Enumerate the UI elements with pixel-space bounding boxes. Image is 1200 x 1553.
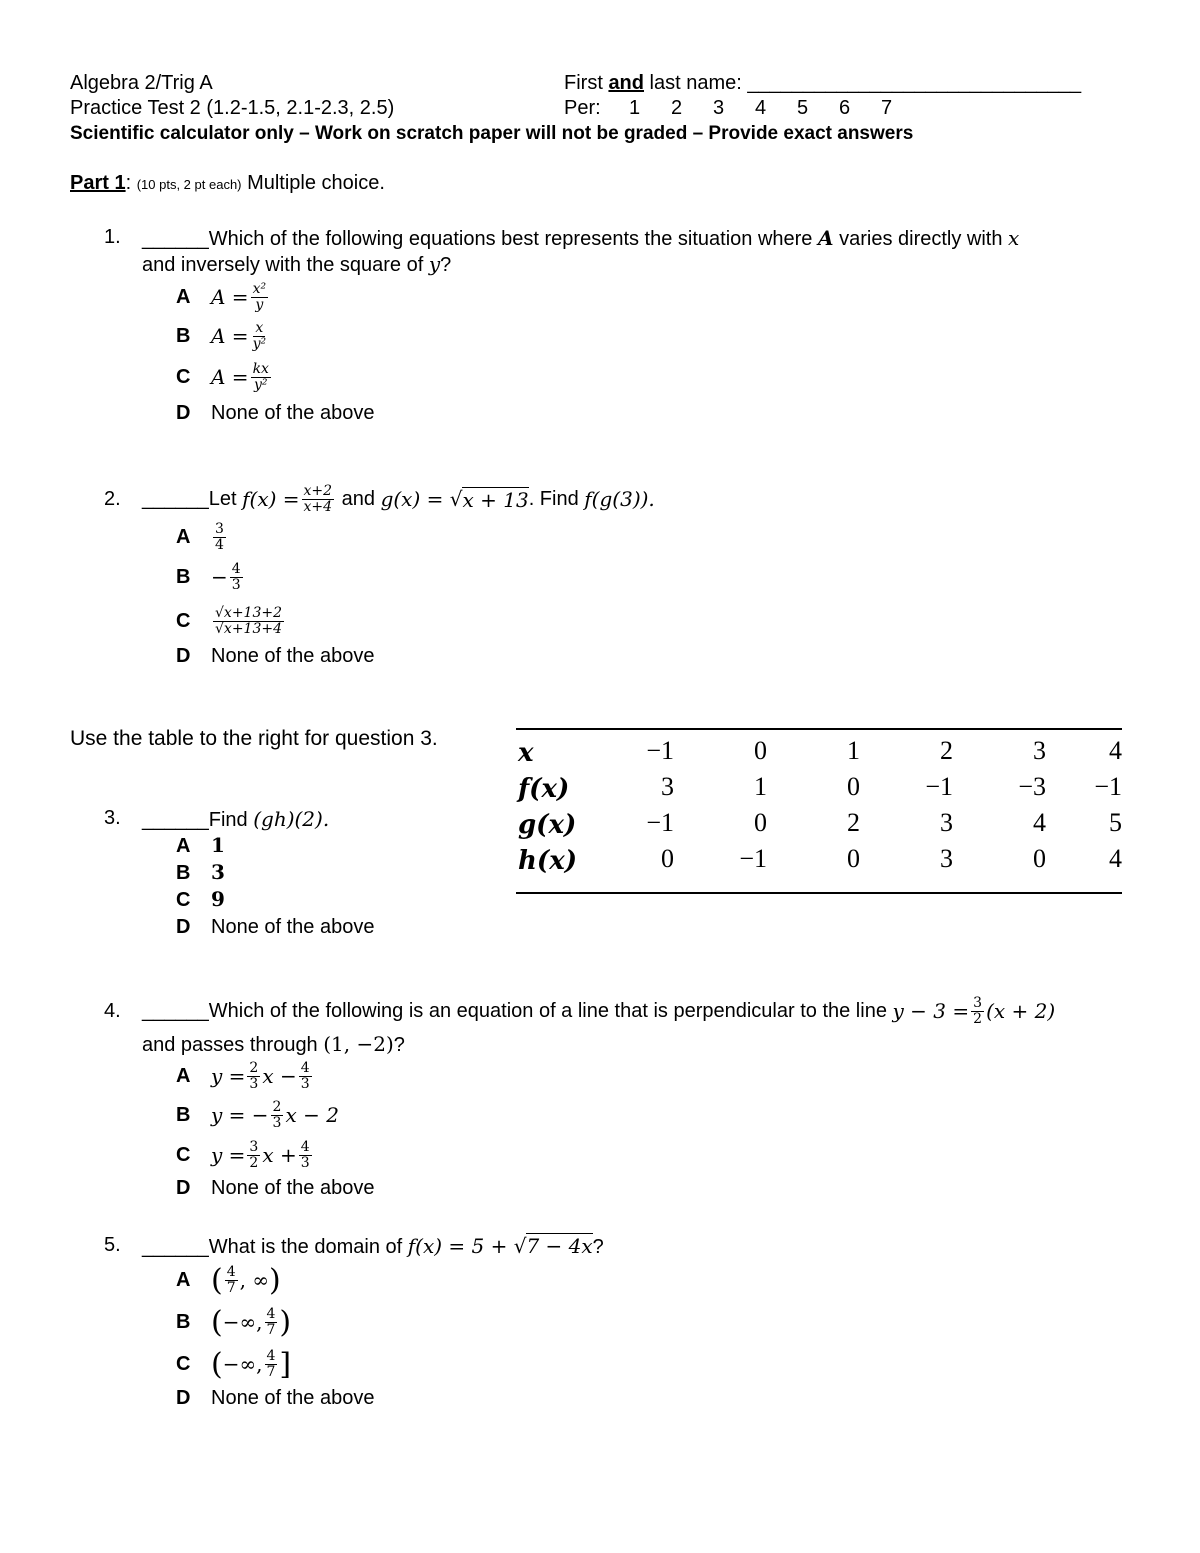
table-cell: 0 <box>754 808 767 837</box>
choice-letter: D <box>176 1387 191 1409</box>
q1b-num: x <box>255 319 264 336</box>
q4-answer-blank[interactable]: ______ <box>142 999 209 1022</box>
table-row-f <box>516 772 1122 808</box>
q5-choice-d[interactable] <box>176 1387 374 1410</box>
part1-title: Part 1 <box>70 172 126 194</box>
q5b-open: ( <box>211 1304 223 1340</box>
choice-letter: C <box>176 1352 191 1375</box>
choice-letter: A <box>176 525 191 548</box>
choice-letter: D <box>176 916 191 938</box>
q1-text-d: ? <box>440 254 452 276</box>
period-2[interactable]: 2 <box>671 97 683 119</box>
q3c-value: 9 <box>211 887 225 911</box>
table-row-x <box>516 736 1122 772</box>
table-note: Use the table to the right for question 3. <box>70 727 438 750</box>
q4c-den1: 2 <box>249 1154 259 1171</box>
q3b-value: 3 <box>211 860 225 884</box>
q4c-part: y = <box>211 1143 246 1167</box>
name-prefix: First <box>564 72 609 94</box>
q1-var-y: y <box>428 252 441 276</box>
q4d-text: None of the above <box>211 1177 375 1199</box>
row-label: h(x) <box>518 846 578 876</box>
q2-choice-d[interactable] <box>176 645 374 668</box>
q5c-open: ( <box>211 1346 223 1382</box>
name-suffix: last name: ______________________________ <box>644 72 1082 94</box>
table-cell: 0 <box>847 844 860 873</box>
table-cell: 3 <box>940 808 953 837</box>
q4-text-b: and passes through <box>142 1034 318 1056</box>
q4-eq-lhs: y − 3 = <box>892 999 970 1023</box>
period-4[interactable]: 4 <box>755 97 767 119</box>
test-title: Practice Test 2 (1.2-1.5, 2.1-2.3, 2.5) <box>70 97 395 119</box>
table-row-g <box>516 808 1122 844</box>
period-7[interactable]: 7 <box>881 97 893 119</box>
choice-letter: B <box>176 565 191 588</box>
choice-letter: A <box>176 1268 191 1291</box>
part1-points: (10 pts, 2 pt each) <box>136 177 242 192</box>
q3-text: Find <box>208 809 248 831</box>
q5-choice-a[interactable] <box>176 1260 281 1300</box>
q5c-den: 7 <box>266 1363 276 1380</box>
function-table <box>516 728 1122 894</box>
choice-letter: B <box>176 1310 191 1333</box>
q2-f-num: x+2 <box>303 482 333 499</box>
q5a-num: 4 <box>226 1263 236 1280</box>
period-6[interactable]: 6 <box>839 97 851 119</box>
table-cell: 5 <box>1109 808 1122 837</box>
q3-number: 3. <box>104 807 121 829</box>
q5b-num: 4 <box>266 1305 276 1322</box>
q5b-close: ) <box>279 1304 292 1340</box>
row-label: g(x) <box>518 810 577 840</box>
q4-eq-rhs: (x + 2) <box>986 999 1056 1023</box>
q3-answer-blank[interactable]: ______ <box>142 809 209 831</box>
choice-letter: B <box>176 862 191 884</box>
q1d-text: None of the above <box>211 402 375 424</box>
q5a-open: ( <box>211 1262 223 1298</box>
q5a-post: , ∞ <box>239 1268 270 1292</box>
q5b-pre: −∞, <box>222 1310 263 1334</box>
q4a-num1: 2 <box>249 1059 259 1076</box>
q2b-den: 3 <box>231 576 241 593</box>
q4a-part: y = <box>211 1064 246 1088</box>
choice-letter: A <box>176 1064 191 1087</box>
table-cell: 3 <box>1033 736 1046 765</box>
table-cell: 3 <box>940 844 953 873</box>
q3-choice-c[interactable] <box>176 887 225 912</box>
part1-colon: : <box>125 172 132 194</box>
q4c-den2: 3 <box>300 1154 310 1171</box>
table-cell: −1 <box>739 844 767 873</box>
q5-choice-c[interactable] <box>176 1344 291 1384</box>
q5-choice-b[interactable] <box>176 1302 291 1342</box>
q2-f-lhs: f(x) = <box>242 487 300 511</box>
q5b-den: 7 <box>266 1321 276 1338</box>
table-cell: 3 <box>661 772 674 801</box>
table-cell: 4 <box>1033 808 1046 837</box>
q4c-num2: 4 <box>300 1138 310 1155</box>
q3-choice-d[interactable] <box>176 916 374 939</box>
q4-stem-line2 <box>142 1032 405 1057</box>
q3a-value: 1 <box>211 833 225 857</box>
q4a-num2: 4 <box>300 1059 310 1076</box>
row-label: x <box>518 738 534 768</box>
q2-choice-c[interactable] <box>176 600 286 642</box>
q1-stem-line2 <box>142 252 451 277</box>
choice-letter: D <box>176 402 191 424</box>
q1a-num: x² <box>252 280 267 297</box>
table-cell: 0 <box>661 844 674 873</box>
q1a-lhs: A = <box>211 285 249 309</box>
q5a-den: 7 <box>226 1279 236 1296</box>
table-cell: −1 <box>646 808 674 837</box>
table-cell: 2 <box>940 736 953 765</box>
table-cell: 4 <box>1109 736 1122 765</box>
q2-f-den: x+4 <box>303 498 333 515</box>
q1c-lhs: A = <box>211 365 249 389</box>
q2-and: and <box>341 487 376 510</box>
q4b-part: x − 2 <box>285 1103 339 1127</box>
q4a-den1: 3 <box>249 1075 259 1092</box>
q5-answer-blank[interactable]: ______ <box>142 1236 209 1258</box>
table-cell: 0 <box>847 772 860 801</box>
q2-find: . Find <box>528 487 579 510</box>
course-title: Algebra 2/Trig A <box>70 72 213 94</box>
q5d-text: None of the above <box>211 1387 375 1409</box>
period-1[interactable]: 1 <box>629 97 641 119</box>
q1-number: 1. <box>104 226 121 248</box>
table-cell: 0 <box>1033 844 1046 873</box>
table-cell: 4 <box>1109 844 1122 873</box>
q1-choice-a[interactable] <box>176 278 270 316</box>
choice-letter: C <box>176 609 191 632</box>
name-and: and <box>608 72 644 94</box>
q2a-num: 3 <box>215 520 224 537</box>
q5-radicand: 7 − 4x <box>526 1234 593 1258</box>
q1-text-a: Which of the following equations best represents the situation where <box>208 228 813 250</box>
q4-point: (1, −2) <box>323 1032 394 1056</box>
choice-letter: B <box>176 1103 191 1126</box>
choice-letter: D <box>176 1177 191 1199</box>
q4b-den1: 3 <box>272 1114 282 1131</box>
q1c-den: y² <box>253 376 268 393</box>
period-5[interactable]: 5 <box>797 97 809 119</box>
q5a-close: ) <box>269 1262 281 1298</box>
q2-number: 2. <box>104 488 121 510</box>
choice-letter: A <box>176 835 191 857</box>
q5-stem <box>142 1234 604 1259</box>
q4b-num1: 2 <box>272 1098 282 1115</box>
q4-number: 4. <box>104 1000 121 1022</box>
table-cell: 1 <box>847 736 860 765</box>
q1-choice-b[interactable] <box>176 317 270 355</box>
q2-g-lhs: g(x) = √ <box>380 487 463 511</box>
q3-choice-b[interactable] <box>176 860 225 885</box>
q1-choice-d[interactable] <box>176 402 374 425</box>
q1-var-a: A <box>818 226 834 250</box>
q4-eq-num: 3 <box>973 994 983 1011</box>
q4a-part: x − <box>262 1064 297 1088</box>
q3-stem <box>142 807 329 832</box>
q1b-lhs: A = <box>211 324 249 348</box>
q5-expr: f(x) = 5 + √ <box>407 1234 527 1258</box>
q2-choice-b[interactable] <box>176 558 245 596</box>
table-cell: −1 <box>1094 772 1122 801</box>
choice-letter: C <box>176 889 191 911</box>
q2b-sign: − <box>211 565 228 589</box>
q2-answer-blank[interactable]: ______ <box>142 487 209 510</box>
q1a-den: y <box>255 296 264 313</box>
period-line <box>564 97 601 120</box>
q5-text: What is the domain of <box>208 1236 403 1258</box>
q2c-num: √x+13+2 <box>215 604 282 621</box>
instructions: Scientific calculator only – Work on scratch paper will not be graded – Provide exact answers <box>70 123 914 144</box>
q2a-den: 4 <box>215 536 224 553</box>
q4-choice-b[interactable] <box>176 1096 339 1134</box>
table-cell: 2 <box>847 808 860 837</box>
q1-var-x: x <box>1008 226 1020 250</box>
q4-choice-d[interactable] <box>176 1177 374 1200</box>
table-cell: −1 <box>646 736 674 765</box>
q3-expr: (gh)(2). <box>253 807 330 831</box>
q5c-close: ] <box>279 1346 292 1382</box>
q4-text-c: ? <box>393 1034 405 1056</box>
q1-text-c: and inversely with the square of <box>142 254 424 276</box>
table-cell: −1 <box>925 772 953 801</box>
choice-letter: C <box>176 365 191 388</box>
table-cell: −3 <box>1018 772 1046 801</box>
period-label: Per: <box>564 97 601 119</box>
name-line[interactable] <box>564 72 1081 95</box>
q4-eq-den: 2 <box>973 1010 983 1027</box>
q1-choice-c[interactable] <box>176 358 273 396</box>
q4c-num1: 3 <box>249 1138 259 1155</box>
q4a-den2: 3 <box>300 1075 310 1092</box>
part1-desc: Multiple choice. <box>247 172 385 194</box>
q1-text-b: varies directly with <box>839 228 1003 250</box>
table-cell: 0 <box>754 736 767 765</box>
q1b-den: y² <box>252 335 267 352</box>
q4-choice-c[interactable] <box>176 1136 314 1174</box>
period-3[interactable]: 3 <box>713 97 725 119</box>
q2b-num: 4 <box>231 560 241 577</box>
choice-letter: D <box>176 645 191 667</box>
q1-stem <box>142 226 1019 251</box>
choice-letter: A <box>176 285 191 308</box>
choice-letter: B <box>176 324 191 347</box>
choice-letter: C <box>176 1143 191 1166</box>
q4-text-a: Which of the following is an equation of a line that is perpendicular to the line <box>208 999 887 1022</box>
q2-find-expr: f(g(3)). <box>584 487 655 511</box>
q4-stem <box>142 992 1055 1030</box>
q1c-num: kx <box>252 360 269 377</box>
q2-g-radicand: x + 13 <box>462 487 529 512</box>
q3d-text: None of the above <box>211 916 375 938</box>
q2-choice-a[interactable] <box>176 518 228 556</box>
q2c-den: √x+13+4 <box>215 620 282 637</box>
table-cell: 1 <box>754 772 767 801</box>
row-label: f(x) <box>518 774 570 804</box>
part1-heading <box>70 172 385 195</box>
q5c-pre: −∞, <box>222 1352 263 1376</box>
q2-let: Let <box>208 487 237 510</box>
q5-qmark: ? <box>592 1236 604 1258</box>
q3-choice-a[interactable] <box>176 833 225 858</box>
q5c-num: 4 <box>266 1347 276 1364</box>
q5-number: 5. <box>104 1234 121 1256</box>
q4b-part: y = − <box>211 1103 269 1127</box>
q1-answer-blank[interactable]: ______ <box>142 228 209 250</box>
q2d-text: None of the above <box>211 645 375 667</box>
table-row-h <box>516 844 1122 880</box>
q2-stem <box>142 480 655 518</box>
q4c-part: x + <box>262 1143 297 1167</box>
q4-choice-a[interactable] <box>176 1057 314 1095</box>
